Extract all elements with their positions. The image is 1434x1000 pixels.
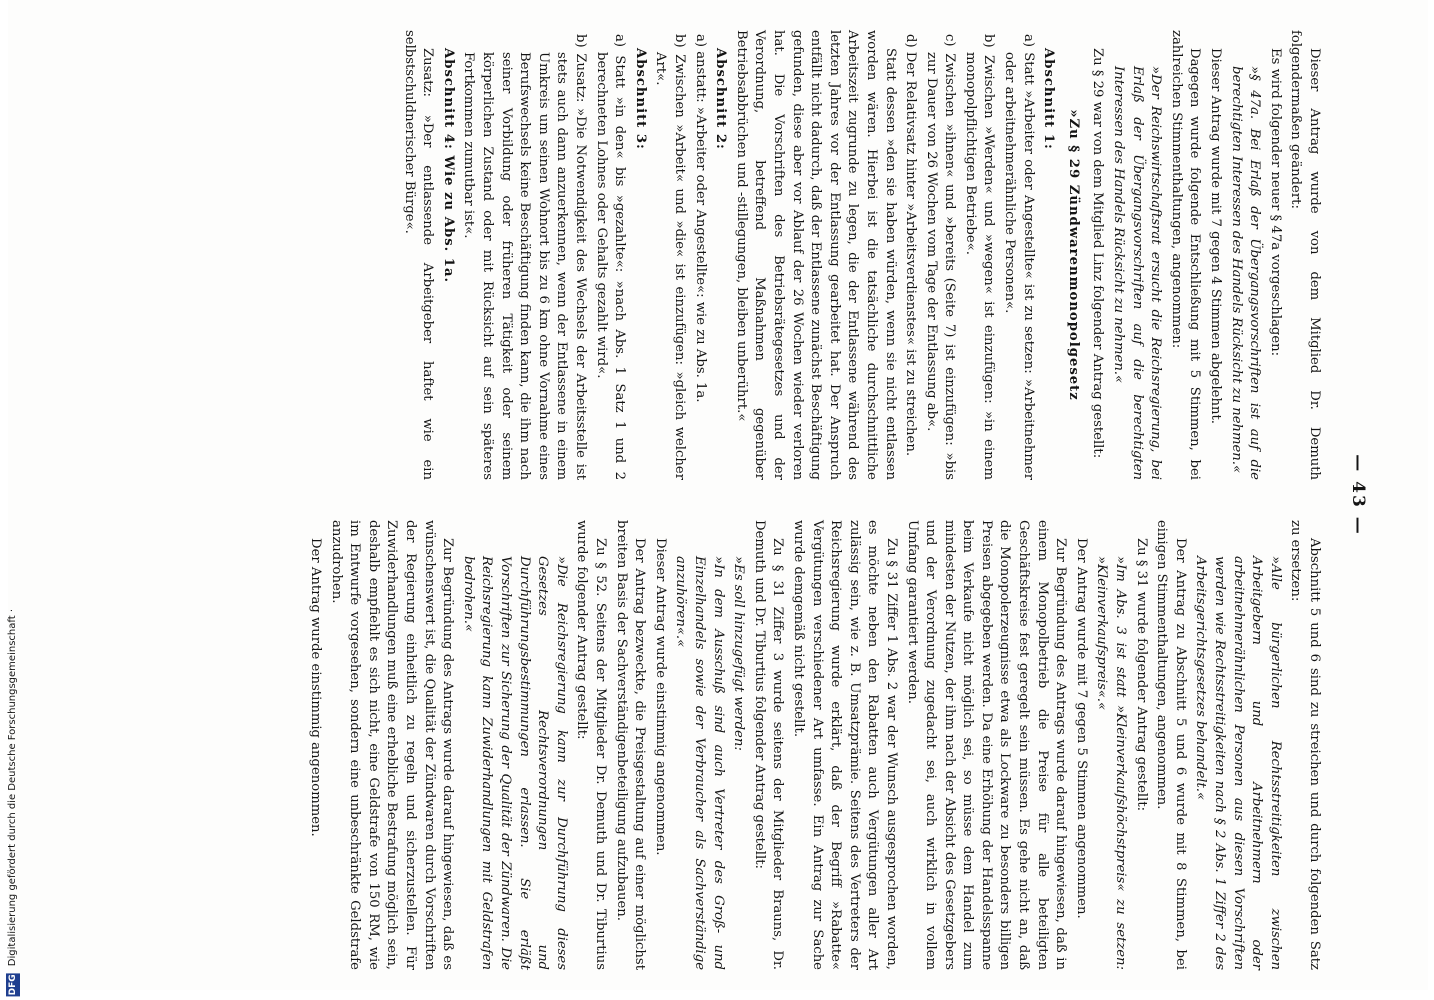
- quoted-text: »Alle bürgerlichen Rechtsstreitigkeiten zwischen Arbeitgebern und Arbeitnehmern oder arbeitnehmerähnlichen Personen aus diesen Vorschriften werden wie Rechtsstreitigkeiten nach § 2 Abs. 1 Ziffer 2 des Arbeitsgerichtsgesetzes behandelt.«: [1193, 556, 1283, 970]
- list-item: b) Zusatz: »Die Notwendigkeit des Wechsels der Arbeitsstelle ist stets auch dann anzuerkennen, wenn der Entlassene in einem Umkreis um seinen Wohnort bis zu 6 km ohne Vornahme eines Berufswechsels keine Beschäftigung finden kann, die ihm nach seiner Vorbildung oder früheren Tätigkeit oder seinem körperlichen Zustand oder mit Rücksicht auf sein späteres Fortkommen zumutbar ist«.: [461, 34, 589, 480]
- quoted-text: »Der Reichswirtschaftsrat ersucht die Reichsregierung, bei Erlaß der Übergangsvorschriften auf die berechtigten Interessen des Handels Rücksicht zu nehmen.«: [1111, 66, 1164, 480]
- list-item: d) Der Relativsatz hinter »Arbeitsverdienstes« ist zu streichen.: [903, 34, 919, 457]
- paragraph: Der Antrag bezweckte, die Preisgestaltung auf einer möglichst breiten Basis der Sachverständigenbeteiligung aufzubauen.: [613, 520, 648, 970]
- quoted-text: »§ 47a. Bei Erlaß der Übergangsvorschriften ist auf die berechtigten Interessen des Handels Rücksicht zu nehmen.«: [1228, 66, 1263, 480]
- list-item: a) anstatt: »Arbeiter oder Angestellte«: wie zu Abs. 1a.: [692, 34, 708, 403]
- paragraph: Es wird folgender neuer § 47a vorgeschlagen:: [1267, 48, 1283, 357]
- list-item: b) Zwischen »Werden« und »wegen« ist einzufügen: »in einem monopolpflichtigen Betriebe«.: [962, 34, 997, 480]
- paragraph: Zu § 31 Ziffer 1 Abs. 2 war der Wunsch ausgesprochen worden, es möchte neben den Rabatten auch Vergütungen aller Art zulässig sein, wie z. B. Umsatzprämie. Seitens des Vertreters der Reichsregierung wurde erklärt, daß der Begriff »Rabatte« Vergütungen verschiedener Art umfasse. Ein Antrag zur Sache wurde demgemäß nicht gestellt.: [790, 520, 899, 970]
- digitization-credit: [6, 609, 20, 996]
- paragraph: Der Antrag zu Abschnitt 5 und 6 wurde mit 8 Stimmen, bei einigen Stimmenthaltungen, angenommen.: [1154, 520, 1188, 970]
- document-page: [8, 0, 1428, 990]
- paragraph: Zu § 52. Seitens der Mitglieder Dr. Demuth und Dr. Tiburtius wurde folgender Antrag gestellt:: [574, 520, 609, 970]
- list-item: c) Zwischen »ihnen« und »bereits (Seite 7) ist einzufügen: »bis zur Dauer von 26 Wochen vom Tage der Entlassung ab«.: [923, 34, 958, 480]
- list-item: a) Statt »in den« bis »gezahlte«: »nach Abs. 1 Satz 1 und 2 berechneten Lohnes oder Gehalts gezahlt wird«.: [593, 34, 628, 480]
- paragraph: Zu § 31 wurde folgender Antrag gestellt:: [1133, 538, 1149, 812]
- paragraph: Der Antrag wurde mit 7 gegen 5 Stimmen angenommen.: [1073, 538, 1089, 919]
- paragraph: Abschnitt 5 und 6 sind zu streichen und durch folgenden Satz zu ersetzen:: [1288, 520, 1322, 970]
- paragraph: Dieser Antrag wurde von dem Mitglied Dr. Demuth folgendermaßen geändert:: [1288, 30, 1322, 480]
- paragraph: Zu § 29 war von dem Mitglied Linz folgender Antrag gestellt:: [1090, 48, 1106, 459]
- section-heading: Abschnitt 4: Wie zu Abs. 1a.: [440, 48, 456, 284]
- quoted-text: »Im Abs. 3 ist statt »Kleinverkaufshöchstpreis« zu setzen: »Kleinverkaufspreis«.«: [1094, 556, 1129, 970]
- section-heading: Abschnitt 2:: [713, 48, 729, 150]
- list-item: a) Statt »Arbeiter oder Angestellte« ist zu setzen: »Arbeitnehmer oder arbeitnehmerähnliche Personen«.: [1002, 34, 1036, 480]
- paragraph: Dieser Antrag wurde mit 7 gegen 4 Stimmen abgelehnt.: [1208, 48, 1224, 424]
- paragraph: Statt dessen »den sie haben würden, wenn sie nicht entlassen worden wären. Hierbei ist die tatsächliche durchschnittliche Arbeitszeit zugrunde zu legen, die der Entlassene während des letzten Jahres vor der Entlassung gearbeitet hat. Der Anspruch entfällt nicht dadurch, daß der Entlassene zunächst Beschäftigung gefunden, diese aber vor Ablauf der 26 Wochen wieder verloren hat. Die Vorschriften des Betriebsrätegesetzes und der Verordnung, betreffend Maßnahmen gegenüber Betriebsabbrüchen und -stillegungen, bleiben unberührt.«: [733, 30, 898, 480]
- credit-text: Digitalisierung gefördert durch die Deutsche Forschungsgemeinschaft ·: [7, 608, 18, 966]
- paragraph: Dagegen wurde folgende Entschließung mit 5 Stimmen, bei zahlreichen Stimmenthaltungen, angenommen:: [1168, 30, 1203, 480]
- quoted-text: »Die Reichsregierung kann zur Durchführung dieses Gesetzes Rechtsverordnungen und Durchführungsbestimmungen erlassen. Sie erläßt Vorschriften zur Sicherung der Qualität der Zündwaren. Die Reichsregierung kann Zuwiderhandlungen mit Geldstrafen bedrohen.«: [460, 556, 569, 970]
- page-number: — 43 —: [1348, 454, 1368, 536]
- dfg-logo: DFG: [8, 973, 18, 995]
- paragraph: Der Antrag wurde einstimmig angenommen.: [308, 538, 324, 837]
- paragraph: Zur Begründung des Antrags wurde darauf hingewiesen, daß in einem Monopolbetrieb die Preise für alle beteiligten Geschäftskreise fest geregelt sein müssen. Es gehe nicht an, daß die Monopolerzeugnisse etwa als Lockware zu besonders billigen Preisen abgegeben werden. Da eine Erhöhung der Handelsspanne beim Verkaufe nicht möglich sei, so müsse dem Handel zum mindesten der Nutzen, der ihm nach der Absicht des Gesetzgebers und der Verordnung zugedacht sei, auch wirklich in vollem Umfang garantiert werden.: [904, 520, 1069, 970]
- paragraph: Zu § 31 Ziffer 3 wurde seitens der Mitglieder Brauns, Dr. Demuth und Dr. Tiburtius folgender Antrag gestellt:: [751, 520, 786, 970]
- law-title: »Zu § 29 Zündwarenmonopolgesetz: [1065, 109, 1081, 401]
- quoted-text: »Es soll hinzugefügt werden:: [731, 556, 747, 751]
- list-item: b) Zwischen »Arbeit« und »die« ist einzufügen: »gleich welcher Art«.: [653, 34, 687, 480]
- paragraph: Zur Begründung des Antrags wurde darauf hingewiesen, daß es wünschenswert ist, die Qualität der Zündwaren durch Vorschriften der Regierung einheitlich zu regeln und sicherzustellen. Für Zuwiderhandlungen muß eine erhebliche Bestrafung möglich sein, deshalb empfiehlt es sich nicht, eine Geldstrafe von 150 RM, wie im Entwurfe vorgesehen, sondern eine unbeschränkte Geldstrafe anzudrohen.: [328, 520, 456, 970]
- section-heading: Abschnitt 1:: [1041, 48, 1057, 150]
- paragraph: Zusatz: »Der entlassende Arbeitgeber haftet wie ein selbstschuldnerischer Bürge«.: [401, 30, 436, 480]
- left-column: [397, 30, 1323, 480]
- paragraph: Dieser Antrag wurde einstimmig angenommen.: [652, 538, 668, 856]
- right-column: [304, 520, 1323, 970]
- quoted-text: »In dem Ausschuß sind auch Vertreter des Groß- und Einzelhandels sowie der Verbraucher als Sachverständige anzuhören«.«: [673, 556, 726, 970]
- section-heading: Abschnitt 3:: [632, 48, 648, 150]
